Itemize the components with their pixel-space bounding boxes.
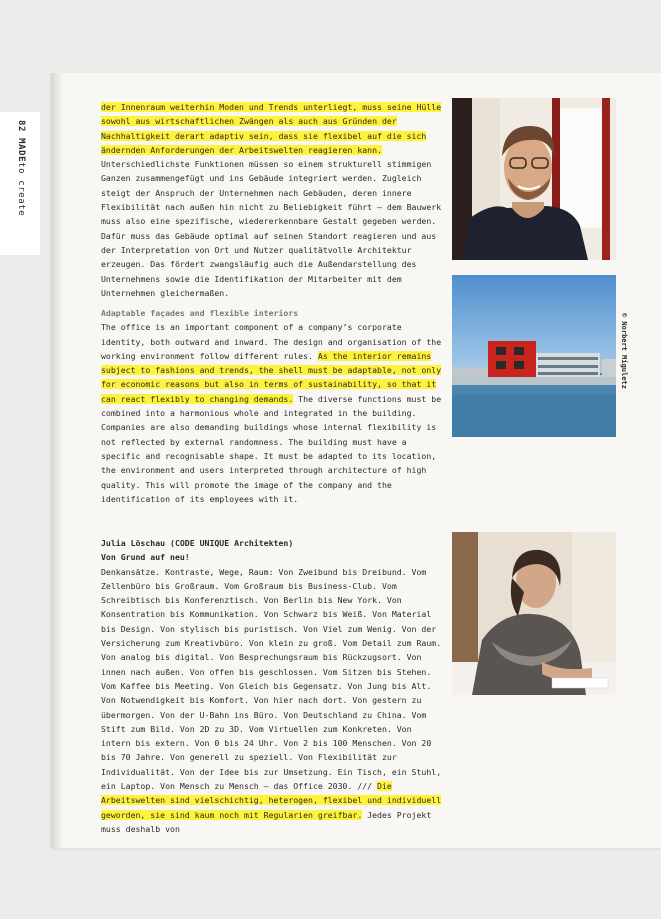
highlight-english: As the interior remains subject to fashions and trends, the shell must be adaptable, not only for economic reasons but also in terms of sustainability, so that it can react flexibly to changing demands.: [101, 350, 442, 404]
portrait-man-image: [452, 98, 616, 260]
page-number: 82: [16, 120, 26, 133]
brand-rest: to create: [16, 162, 26, 217]
loeschau-paragraph: [101, 565, 443, 837]
section-heading: Adaptable façades and flexible interiors: [101, 308, 299, 318]
german-intro-paragraph: [101, 100, 443, 300]
german-intro-block: [101, 100, 443, 300]
building-image: [452, 275, 616, 437]
loeschau-text-before: Denkansätze. Kontraste, Wege, Raum: Von Zweibund bis Dreibund. Vom Zellenbüro bis Großraum. Vom Großraum bis Business-Club. Vom Schreibtisch bis Konferenztisch. Von Berlin bis New York. Von Konsentration bis Kommunikation. Von Schwarz bis Weiß. Von Material bis Design. Von stylisch bis puristisch. Von Viel zum Wenig. Von der Versicherung zum Kreativbüro. Von klein zu groß. Vom Detail zum Raum. Von analog bis digital. Von Besprechungsraum bis Rückzugsort. Von innen nach außen. Von offen bis geschlossen. Vom Sitzen bis Stehen. Vom Kaffee bis Meeting. Von Gleich bis Gegensatz. Von Jung bis Alt. Von Notwendigkeit bis Komfort. Von hier nach dort. Von gestern zu übermorgen. Von der U-Bahn ins Büro. Von Deutschland zu China. Vom Stift zum Bild. Von 2D zu 3D. Vom Virtuellen zum Konkreten. Von intern bis extern. Von 0 bis 24 Uhr. Von 2 bis 100 Menschen. Von 20 bis 70 Jahre. Von generell zu speziell. Von Flexibilität zur Individualität. Von der Idee bis zur Umsetzung. Ein Tisch, ein Stuhl, ein Laptop. Von Mensch zu Mensch – das Office 2030. ///: [101, 566, 442, 792]
portrait-woman-image: [452, 532, 616, 695]
portrait-photo-woman: [452, 532, 616, 695]
loeschau-text-after: Jedes Projekt muss deshalb von: [101, 809, 432, 834]
german-intro-text: Unterschiedlichste Funktionen müssen so einem strukturell stimmigen Ganzen zusammengefügt und ins Gebäude integriert werden. Zugleich steigt der Anspruch der Unternehmen nach Gebäuden, deren innere Flexibilität nach außen hin nicht zu Beliebigkeit führt – dem Bauwerk muss also eine spezifische, wiedererkennbare Gestalt gegeben werden. Dafür muss das Gebäude optimal auf seinen Standort reagieren und aus der Interpretation von Ort und Nutzer qualitätvolle Architektur erzeugen. Das fördert zwangsläufig auch die Außendarstellung des Unternehmens sowie die Identifikation der Mitarbeiter mit dem Unternehmen gleichermaßen.: [101, 159, 442, 298]
highlight-german-intro: der Innenraum weiterhin Moden und Trends unterliegt, muss seine Hülle sowohl aus wirtschaftlichen Zwängen als auch aus Gründen der Nachhaltigkeit derart adaptiv sein, dass sie flexibel auf die sich ändernden Anforderungen der Arbeitswelten reagieren kann.: [101, 102, 442, 155]
highlight-loeschau: Die Arbeitswelten sind vielschichtig, heterogen, flexibel und individuell geworden, sie sind kaum noch mit Regularien greifbar.: [101, 781, 442, 820]
photo-credit: © Norbert Miguletz: [620, 313, 628, 389]
english-text-before: The office is an important component of a company’s corporate identity, both outward and inward. The design and organisation of the working environment follow different rules.: [101, 322, 442, 361]
english-section: [101, 306, 443, 506]
spine-label: [16, 120, 26, 216]
building-photo: [452, 275, 616, 437]
portrait-photo-man: [452, 98, 616, 260]
english-paragraph: [101, 320, 443, 506]
article-title: Von Grund auf neu!: [101, 552, 190, 563]
author-line: Julia Löschau (CODE UNIQUE Architekten): [101, 538, 294, 548]
page-gutter: [52, 73, 64, 848]
brand-bold: MADE: [16, 138, 26, 163]
english-text-after: The diverse functions must be combined into a harmonious whole and integrated in the building. Companies are also demanding buildings whose internal flexibility is not reflected by external randomness. The building must have a specific and recognisable shape. It must be adapted to its location, the environment and users interpreted through architecture of high quality. This will promote the image of the company and the identification of its employees with it.: [101, 393, 442, 504]
loeschau-section: [101, 536, 443, 836]
